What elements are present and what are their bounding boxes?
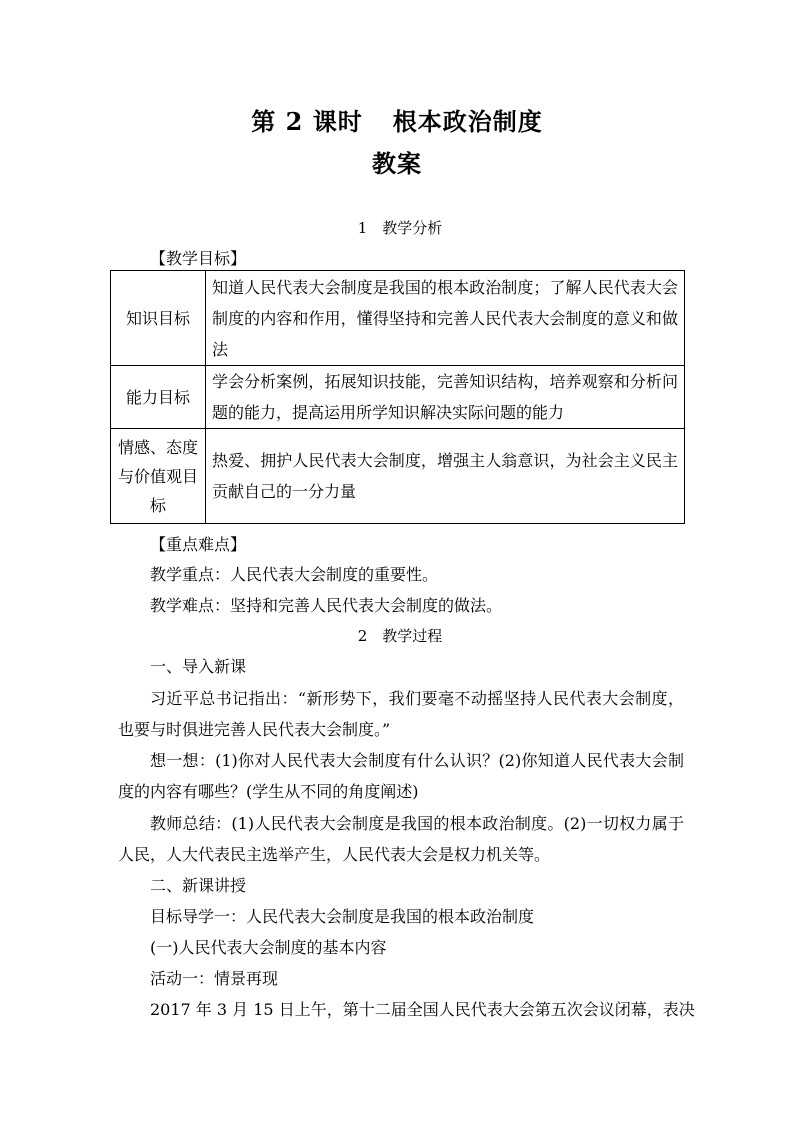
goal-label: 知识目标 [111,271,206,366]
goals-table [110,270,685,524]
activity-1: 活动一：情景再现 [150,969,279,988]
goal-label: 能力目标 [111,366,206,429]
table-row [111,429,685,524]
difficult-point: 教学难点：坚持和完善人民代表大会制度的做法。 [150,596,503,615]
goal-text: 热爱、拥护人民代表大会制度，增强主人翁意识，为社会主义民主贡献自己的一分力量 [206,429,685,524]
section-teaching-process: 2 教学过程 [357,627,443,645]
summary-paragraph: 教师总结：(1)人民代表大会制度是我国的根本政治制度。(2)一切权力属于人民，人大代表民主选举产生，人民代表大会是权力机关等。 [118,814,684,864]
goals-heading: 【教学目标】 [150,249,247,268]
table-row [111,366,685,429]
lesson-title [0,102,794,137]
lesson-number: 第 2 课时 [251,107,363,136]
goal-text: 学会分析案例，拓展知识技能，完善知识结构，培养观察和分析问题的能力，提高运用所学知识解决实际问题的能力 [206,366,685,429]
lesson-topic: 根本政治制度 [392,107,543,136]
subsection-1: (一)人民代表大会制度的基本内容 [150,938,387,957]
goal-text: 知道人民代表大会制度是我国的根本政治制度；了解人民代表大会制度的内容和作用，懂得坚持和完善人民代表大会制度的意义和做法 [206,271,685,366]
keypoints-heading: 【重点难点】 [150,535,247,554]
goal-label [111,429,206,524]
guide-goal-1: 目标导学一：人民代表大会制度是我国的根本政治制度 [150,907,535,926]
key-point: 教学重点：人民代表大会制度的重要性。 [150,565,439,584]
doc-subtitle: 教案 [372,149,422,178]
table-row [111,271,685,366]
section-teaching-analysis: 1 教学分析 [357,219,443,237]
goal-label-text: 情感、态度与价值观目标 [117,437,198,515]
think-paragraph: 想一想：(1)你对人民代表大会制度有什么认识？(2)你知道人民代表大会制度的内容有哪些？(学生从不同的角度阐述) [118,751,684,801]
event-paragraph: 2017 年 3 月 15 日上午，第十二届全国人民代表大会第五次会议闭幕，表决 [150,1000,695,1019]
new-lesson-heading: 二、新课讲授 [150,876,247,895]
quote-paragraph: 习近平总书记指出：“新形势下，我们要毫不动摇坚持人民代表大会制度，也要与时俱进完善人民代表大会制度。” [118,689,684,739]
intro-heading: 一、导入新课 [150,657,247,676]
